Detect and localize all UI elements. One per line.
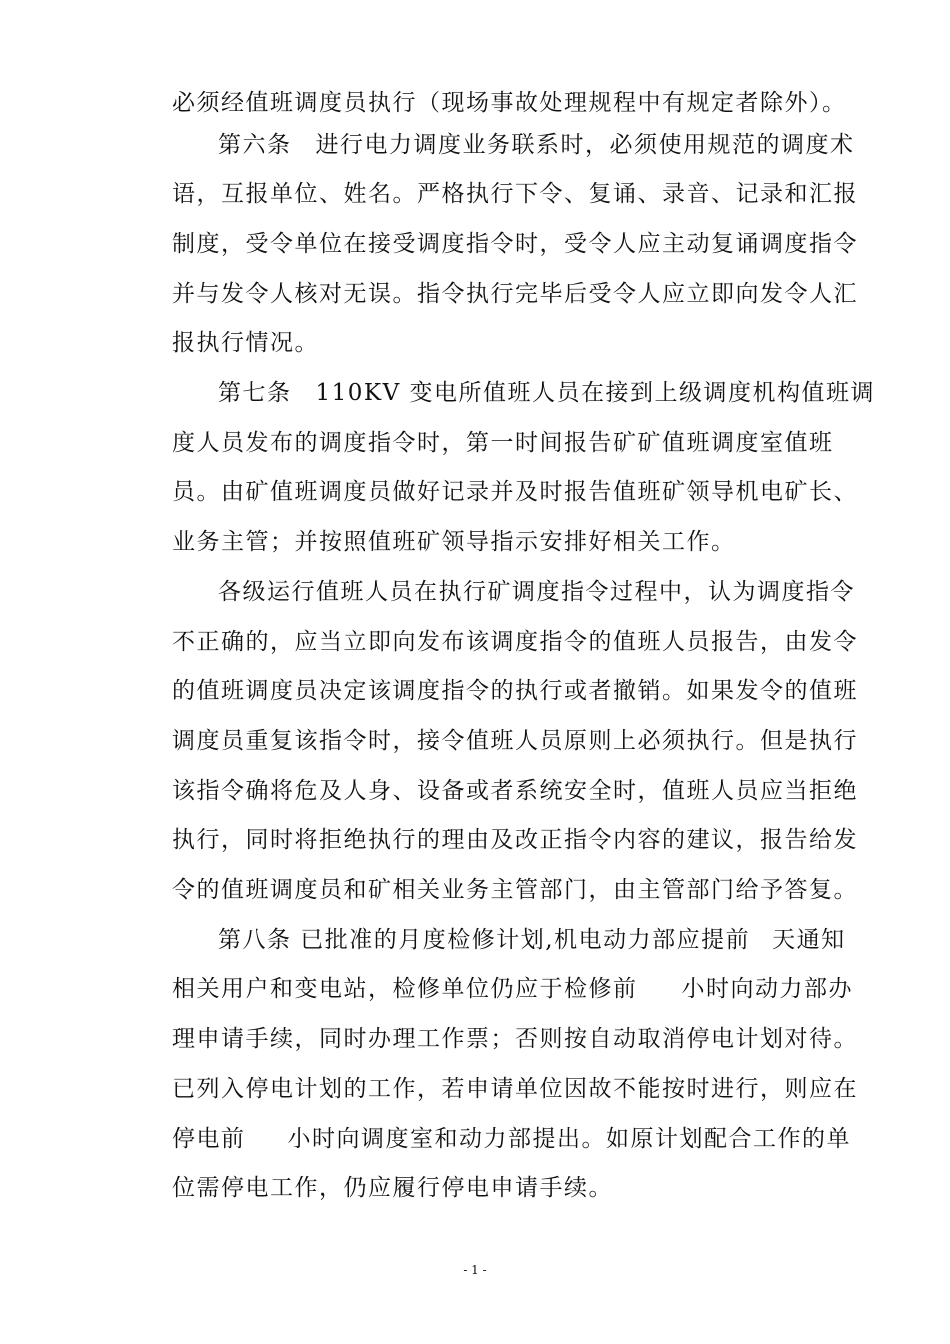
text-segment: 必须经值班调度员执行（现场事故处理规程中有规定者除外）。 (172, 90, 847, 116)
text-segment: 不正确的，应当立即向发布该调度指令的值班人员报告，由发令 (172, 629, 858, 655)
text-segment: 该指令确将危及人身、设备或者系统安全时，值班人员应当拒绝 (172, 778, 858, 804)
text-segment: 110KV 变电所值班人员在接到上级调度机构值班调 (315, 380, 876, 406)
article-6-heading-line (218, 130, 898, 160)
text-segment: 小时向动力部办 (681, 976, 853, 1002)
text-line (172, 776, 858, 806)
text-segment: 相关用户和变电站，检修单位仍应于检修前 (172, 976, 638, 1002)
text-segment: 并与发令人核对无误。指令执行完毕后受令人应立即向发令人汇 (172, 281, 858, 307)
text-segment: 员。由矿值班调度员做好记录并及时报告值班矿领导机电矿长、 (172, 479, 858, 505)
text-segment: 业务主管；并按照值班矿领导指示安排好相关工作。 (172, 529, 736, 555)
text-line (172, 428, 852, 458)
text-line (172, 1024, 858, 1054)
text-segment: 的值班调度员决定该调度指令的执行或者撤销。如果发令的值班 (172, 678, 858, 704)
text-segment: 报执行情况。 (172, 330, 319, 356)
text-segment: 进行电力调度业务联系时，必须使用规范的调度术 (315, 132, 855, 158)
text-segment: 执行，同时将拒绝执行的理由及改正指令内容的建议，报告给发 (172, 827, 858, 853)
text-segment: 理申请手续，同时办理工作票；否则按自动取消停电计划对待。 (172, 1026, 858, 1052)
text-segment: 语，互报单位、姓名。严格执行下令、复诵、录音、记录和汇报 (172, 181, 858, 207)
text-segment: 小时向调度室和动力部提出。如原计划配合工作的单 (287, 1126, 851, 1152)
text-line (172, 875, 858, 905)
page-number: - 1 - (463, 1263, 487, 1277)
text-line (172, 726, 858, 756)
text-segment: 天通知 (772, 927, 846, 953)
paragraph-first-line (218, 577, 898, 607)
text-line (172, 179, 858, 209)
text-line (172, 477, 858, 507)
article-7-heading-line (218, 378, 898, 408)
text-line (172, 974, 852, 1004)
text-line (172, 1074, 858, 1104)
text-segment: 位需停电工作，仍应履行停电申请手续。 (172, 1175, 613, 1201)
text-segment: 第八条 已批准的月度检修计划,机电动力部应提前 (218, 927, 751, 953)
text-line (172, 527, 852, 557)
text-line (172, 676, 858, 706)
text-line (172, 328, 852, 358)
article-label: 第七条 (218, 380, 292, 406)
text-segment: 调度员重复该指令时，接令值班人员原则上必须执行。但是执行 (172, 728, 858, 754)
text-line (172, 825, 858, 855)
text-line (172, 279, 858, 309)
text-line (172, 1173, 852, 1203)
text-segment: 制度，受令单位在接受调度指令时，受令人应主动复诵调度指令 (172, 231, 858, 257)
text-segment: 度人员发布的调度指令时，第一时间报告矿矿值班调度室值班 (172, 430, 834, 456)
text-line (172, 88, 852, 118)
text-line (172, 627, 858, 657)
text-line (172, 1124, 852, 1154)
text-segment: 停电前 (172, 1126, 246, 1152)
text-segment: 令的值班调度员和矿相关业务主管部门，由主管部门给予答复。 (172, 877, 858, 903)
text-segment: 已列入停电计划的工作，若申请单位因故不能按时进行，则应在 (172, 1076, 858, 1102)
article-8-heading-line (218, 925, 898, 955)
text-segment: 各级运行值班人员在执行矿调度指令过程中，认为调度指令 (218, 579, 855, 605)
text-line (172, 229, 858, 259)
article-label: 第六条 (218, 132, 292, 158)
